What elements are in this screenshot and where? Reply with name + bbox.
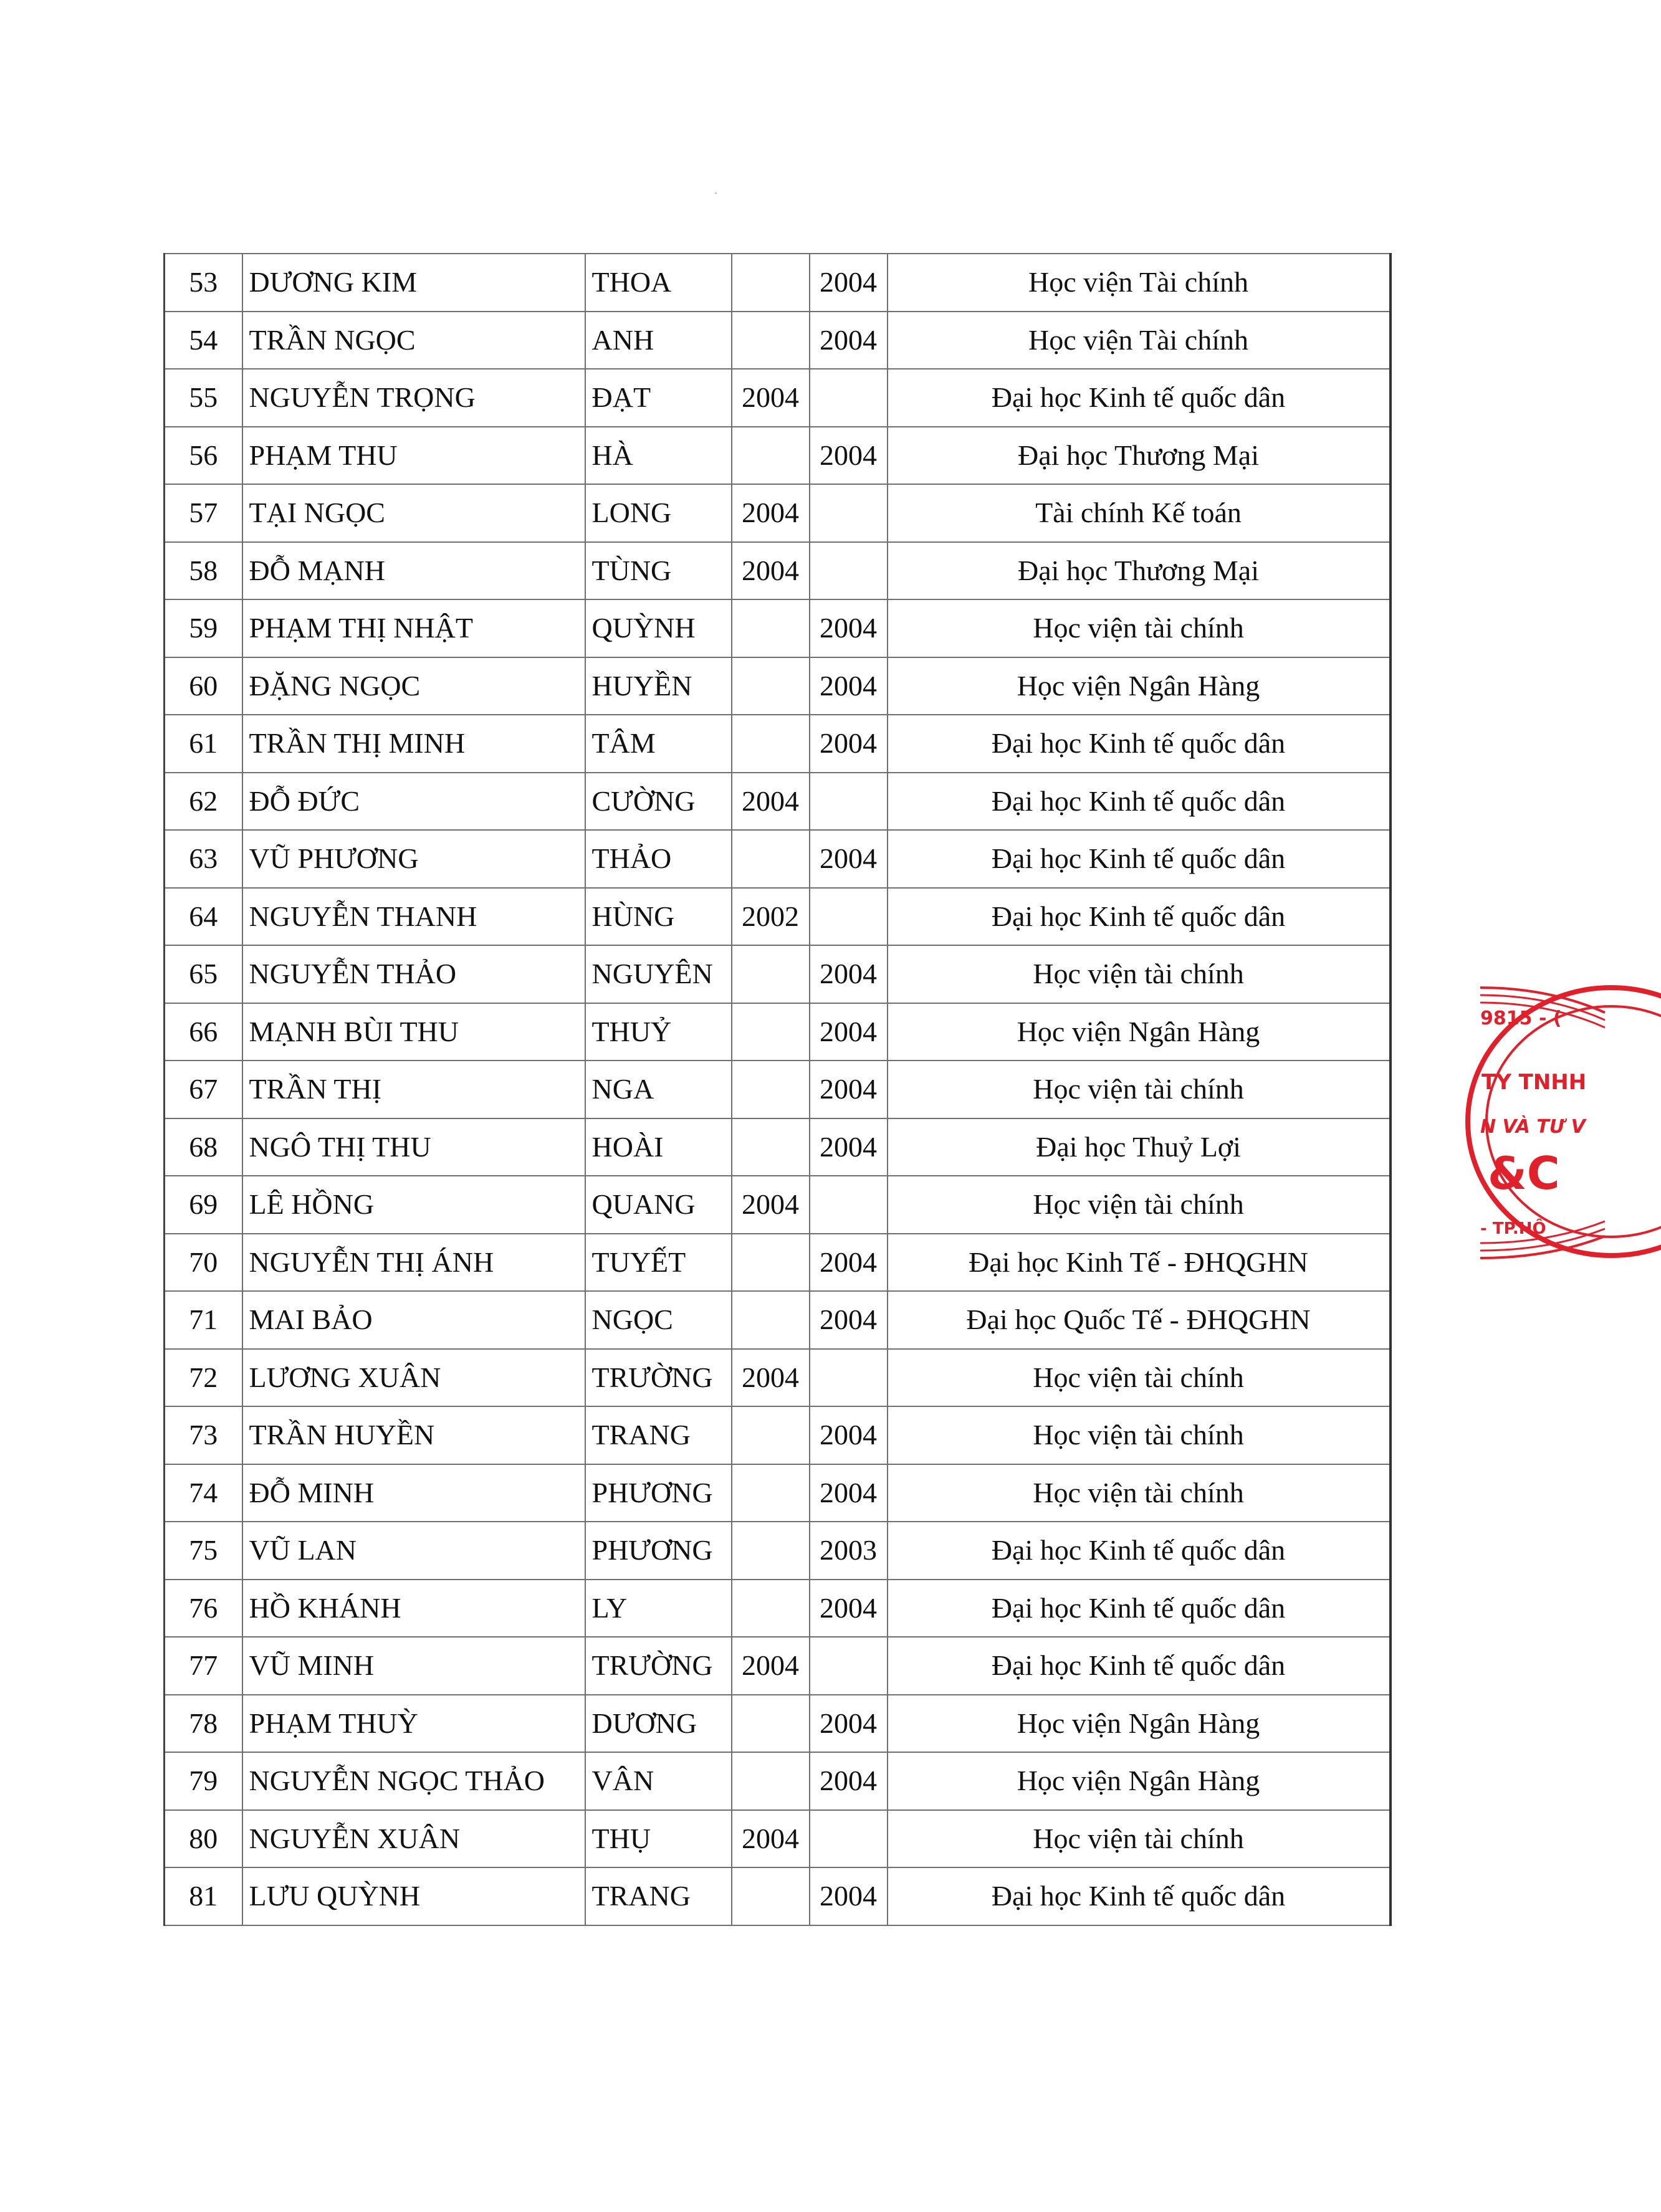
university-cell: Đại học Quốc Tế - ĐHQGHN [888,1291,1391,1349]
university-cell: Đại học Kinh tế quốc dân [888,888,1391,946]
university-cell: Đại học Kinh tế quốc dân [888,1867,1391,1925]
female-birth-year-cell: 2004 [810,1003,888,1061]
table-row [165,945,1391,1003]
given-name-cell: CƯỜNG [585,773,732,831]
row-number-cell: 75 [165,1522,242,1580]
university-cell: Đại học Thuỷ Lợi [888,1118,1391,1176]
company-stamp [1455,975,1661,1268]
male-birth-year-cell [732,830,810,888]
given-name-cell: TRANG [585,1406,732,1464]
male-birth-year-cell: 2004 [732,369,810,427]
given-name-cell: TUYẾT [585,1234,732,1292]
given-name-cell: TÂM [585,715,732,773]
table-row [165,830,1391,888]
table-row [165,1118,1391,1176]
female-birth-year-cell: 2004 [810,1752,888,1810]
university-cell: Học viện tài chính [888,599,1391,657]
table-row [165,1637,1391,1695]
university-cell: Đại học Kinh tế quốc dân [888,1637,1391,1695]
row-number-cell: 63 [165,830,242,888]
university-cell: Học viện Ngân Hàng [888,1003,1391,1061]
surname-cell: ĐỖ ĐỨC [242,773,585,831]
table-row [165,715,1391,773]
row-number-cell: 66 [165,1003,242,1061]
surname-cell: ĐỖ MINH [242,1464,585,1522]
given-name-cell: QUỲNH [585,599,732,657]
university-cell: Học viện Ngân Hàng [888,1695,1391,1753]
row-number-cell: 68 [165,1118,242,1176]
male-birth-year-cell [732,1003,810,1061]
university-cell: Đại học Thương Mại [888,427,1391,485]
row-number-cell: 59 [165,599,242,657]
male-birth-year-cell [732,945,810,1003]
male-birth-year-cell [732,1118,810,1176]
given-name-cell: PHƯƠNG [585,1464,732,1522]
given-name-cell: TRANG [585,1867,732,1925]
female-birth-year-cell: 2004 [810,599,888,657]
row-number-cell: 54 [165,312,242,369]
surname-cell: NGUYỄN THANH [242,888,585,946]
surname-cell: NGUYỄN TRỌNG [242,369,585,427]
scan-artifact [715,193,717,194]
female-birth-year-cell: 2004 [810,254,888,312]
given-name-cell: LY [585,1580,732,1638]
female-birth-year-cell: 2004 [810,1580,888,1638]
university-cell: Đại học Kinh tế quốc dân [888,369,1391,427]
table-row [165,1580,1391,1638]
male-birth-year-cell [732,312,810,369]
table-row [165,1349,1391,1407]
table-row [165,1464,1391,1522]
female-birth-year-cell [810,1810,888,1868]
male-birth-year-cell [732,1464,810,1522]
university-cell: Tài chính Kế toán [888,484,1391,542]
table-row [165,369,1391,427]
surname-cell: PHẠM THU [242,427,585,485]
male-birth-year-cell [732,1234,810,1292]
table-row [165,1234,1391,1292]
university-cell: Học viện Tài chính [888,312,1391,369]
surname-cell: NGUYỄN THẢO [242,945,585,1003]
given-name-cell: PHƯƠNG [585,1522,732,1580]
female-birth-year-cell: 2004 [810,715,888,773]
stamp-line-2: N VÀ TƯ V [1480,1116,1586,1138]
given-name-cell: THỤ [585,1810,732,1868]
given-name-cell: DƯƠNG [585,1695,732,1753]
male-birth-year-cell: 2004 [732,1637,810,1695]
row-number-cell: 64 [165,888,242,946]
stamp-line-4: - TP.HỒ [1480,1219,1546,1238]
female-birth-year-cell [810,369,888,427]
row-number-cell: 55 [165,369,242,427]
university-cell: Học viện tài chính [888,1349,1391,1407]
female-birth-year-cell: 2004 [810,1464,888,1522]
male-birth-year-cell [732,1867,810,1925]
university-cell: Đại học Kinh Tế - ĐHQGHN [888,1234,1391,1292]
university-cell: Học viện Tài chính [888,254,1391,312]
table-row [165,254,1391,312]
female-birth-year-cell: 2004 [810,1867,888,1925]
table-row [165,312,1391,369]
student-roster-table [163,253,1392,1926]
row-number-cell: 74 [165,1464,242,1522]
female-birth-year-cell: 2004 [810,312,888,369]
university-cell: Học viện tài chính [888,1176,1391,1234]
row-number-cell: 56 [165,427,242,485]
row-number-cell: 65 [165,945,242,1003]
row-number-cell: 70 [165,1234,242,1292]
row-number-cell: 58 [165,542,242,600]
university-cell: Học viện tài chính [888,945,1391,1003]
female-birth-year-cell: 2004 [810,657,888,715]
female-birth-year-cell: 2004 [810,830,888,888]
university-cell: Đại học Kinh tế quốc dân [888,830,1391,888]
surname-cell: TRẦN THỊ MINH [242,715,585,773]
university-cell: Đại học Kinh tế quốc dân [888,1522,1391,1580]
row-number-cell: 78 [165,1695,242,1753]
surname-cell: VŨ MINH [242,1637,585,1695]
row-number-cell: 69 [165,1176,242,1234]
female-birth-year-cell: 2004 [810,1695,888,1753]
table-row [165,1003,1391,1061]
female-birth-year-cell: 2003 [810,1522,888,1580]
surname-cell: ĐỖ MẠNH [242,542,585,600]
female-birth-year-cell: 2004 [810,1291,888,1349]
female-birth-year-cell [810,1349,888,1407]
surname-cell: TRẦN THỊ [242,1061,585,1118]
surname-cell: MẠNH BÙI THU [242,1003,585,1061]
given-name-cell: TÙNG [585,542,732,600]
female-birth-year-cell [810,773,888,831]
table-row [165,1695,1391,1753]
given-name-cell: NGA [585,1061,732,1118]
male-birth-year-cell [732,1695,810,1753]
row-number-cell: 77 [165,1637,242,1695]
row-number-cell: 76 [165,1580,242,1638]
given-name-cell: THUỶ [585,1003,732,1061]
row-number-cell: 53 [165,254,242,312]
table-row [165,773,1391,831]
female-birth-year-cell: 2004 [810,1234,888,1292]
male-birth-year-cell: 2004 [732,773,810,831]
female-birth-year-cell [810,542,888,600]
female-birth-year-cell: 2004 [810,427,888,485]
row-number-cell: 72 [165,1349,242,1407]
stamp-line-3: &C [1488,1147,1560,1199]
surname-cell: NGUYỄN THỊ ÁNH [242,1234,585,1292]
surname-cell: LƯƠNG XUÂN [242,1349,585,1407]
row-number-cell: 61 [165,715,242,773]
table-row [165,1061,1391,1118]
table-row [165,1176,1391,1234]
given-name-cell: TRƯỜNG [585,1349,732,1407]
surname-cell: PHẠM THUỲ [242,1695,585,1753]
male-birth-year-cell: 2004 [732,484,810,542]
male-birth-year-cell [732,1061,810,1118]
female-birth-year-cell: 2004 [810,945,888,1003]
male-birth-year-cell [732,657,810,715]
table-row [165,599,1391,657]
surname-cell: DƯƠNG KIM [242,254,585,312]
surname-cell: HỒ KHÁNH [242,1580,585,1638]
surname-cell: TRẦN HUYỀN [242,1406,585,1464]
table-row [165,1406,1391,1464]
roster-body [165,254,1391,1925]
given-name-cell: VÂN [585,1752,732,1810]
surname-cell: NGUYỄN NGỌC THẢO [242,1752,585,1810]
given-name-cell: ĐẠT [585,369,732,427]
stamp-line-1: TY TNHH [1481,1070,1587,1095]
row-number-cell: 81 [165,1867,242,1925]
given-name-cell: HOÀI [585,1118,732,1176]
male-birth-year-cell [732,1522,810,1580]
male-birth-year-cell: 2004 [732,1810,810,1868]
surname-cell: LÊ HỒNG [242,1176,585,1234]
given-name-cell: HÙNG [585,888,732,946]
surname-cell: TẠI NGỌC [242,484,585,542]
row-number-cell: 62 [165,773,242,831]
male-birth-year-cell [732,715,810,773]
surname-cell: ĐẶNG NGỌC [242,657,585,715]
table-row [165,657,1391,715]
surname-cell: VŨ LAN [242,1522,585,1580]
university-cell: Học viện Ngân Hàng [888,1752,1391,1810]
table-row [165,1752,1391,1810]
university-cell: Học viện tài chính [888,1810,1391,1868]
university-cell: Đại học Kinh tế quốc dân [888,1580,1391,1638]
female-birth-year-cell [810,484,888,542]
male-birth-year-cell [732,1752,810,1810]
row-number-cell: 73 [165,1406,242,1464]
table-row [165,1522,1391,1580]
female-birth-year-cell [810,888,888,946]
given-name-cell: LONG [585,484,732,542]
university-cell: Học viện tài chính [888,1406,1391,1464]
given-name-cell: TRƯỜNG [585,1637,732,1695]
given-name-cell: HÀ [585,427,732,485]
male-birth-year-cell [732,1406,810,1464]
given-name-cell: ANH [585,312,732,369]
table-row [165,1810,1391,1868]
table-row [165,1867,1391,1925]
female-birth-year-cell [810,1176,888,1234]
university-cell: Học viện Ngân Hàng [888,657,1391,715]
given-name-cell: THOA [585,254,732,312]
row-number-cell: 71 [165,1291,242,1349]
table-row [165,1291,1391,1349]
table-row [165,427,1391,485]
female-birth-year-cell: 2004 [810,1061,888,1118]
row-number-cell: 79 [165,1752,242,1810]
university-cell: Đại học Kinh tế quốc dân [888,773,1391,831]
given-name-cell: NGUYÊN [585,945,732,1003]
male-birth-year-cell: 2004 [732,1349,810,1407]
male-birth-year-cell: 2002 [732,888,810,946]
male-birth-year-cell [732,599,810,657]
male-birth-year-cell [732,427,810,485]
surname-cell: NGÔ THỊ THU [242,1118,585,1176]
row-number-cell: 67 [165,1061,242,1118]
given-name-cell: NGỌC [585,1291,732,1349]
female-birth-year-cell: 2004 [810,1406,888,1464]
male-birth-year-cell: 2004 [732,1176,810,1234]
female-birth-year-cell [810,1637,888,1695]
given-name-cell: HUYỀN [585,657,732,715]
university-cell: Học viện tài chính [888,1061,1391,1118]
row-number-cell: 57 [165,484,242,542]
table-row [165,484,1391,542]
university-cell: Đại học Thương Mại [888,542,1391,600]
stamp-code: 9815 - ( [1480,1008,1562,1029]
male-birth-year-cell [732,1291,810,1349]
university-cell: Đại học Kinh tế quốc dân [888,715,1391,773]
surname-cell: MAI BẢO [242,1291,585,1349]
surname-cell: LƯU QUỲNH [242,1867,585,1925]
table-row [165,542,1391,600]
surname-cell: VŨ PHƯƠNG [242,830,585,888]
male-birth-year-cell [732,254,810,312]
surname-cell: NGUYỄN XUÂN [242,1810,585,1868]
male-birth-year-cell: 2004 [732,542,810,600]
male-birth-year-cell [732,1580,810,1638]
surname-cell: TRẦN NGỌC [242,312,585,369]
table-row [165,888,1391,946]
row-number-cell: 80 [165,1810,242,1868]
given-name-cell: THẢO [585,830,732,888]
row-number-cell: 60 [165,657,242,715]
female-birth-year-cell: 2004 [810,1118,888,1176]
surname-cell: PHẠM THỊ NHẬT [242,599,585,657]
university-cell: Học viện tài chính [888,1464,1391,1522]
given-name-cell: QUANG [585,1176,732,1234]
